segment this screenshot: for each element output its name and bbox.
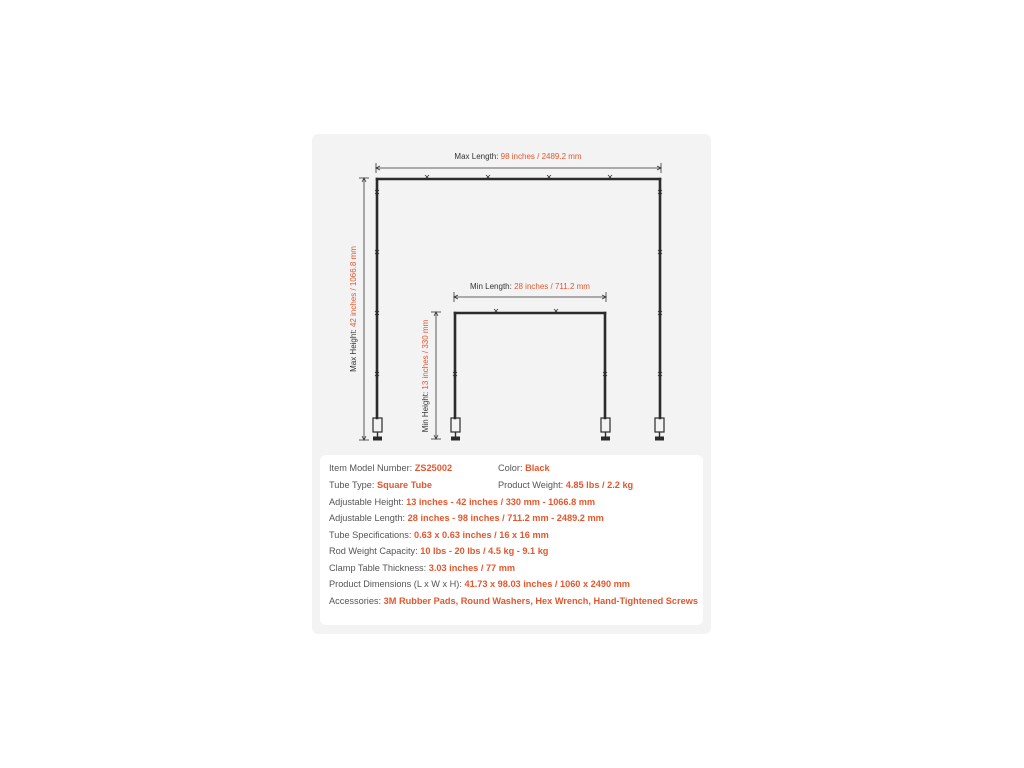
max-length-text [454,152,582,161]
spec-color-value: Black [525,463,550,473]
spec-tube-type-label: Tube Type: [329,480,378,490]
spec-adjustable-height-label: Adjustable Height: [329,497,407,507]
spec-clamp-thickness-label: Clamp Table Thickness: [329,563,429,573]
spec-adjustable-length [329,513,604,523]
spec-accessories [329,596,698,606]
max-height-value: 42 inches / 1066.8 mm [349,246,358,328]
spec-tube-specifications-label: Tube Specifications: [329,530,414,540]
max-length-dimension [376,163,661,173]
spec-tube-specifications-value: 0.63 x 0.63 inches / 16 x 16 mm [413,530,549,540]
max-length-label: Max Length: [454,152,501,161]
max-length-value: 98 inches / 2489.2 mm [500,152,582,161]
min-length-label: Min Length: [470,282,515,291]
spec-tube-specifications [329,530,549,540]
clamp-right-icon [655,418,664,440]
clamp-left-small-icon [451,418,460,440]
max-height-label: Max Height: [349,327,358,372]
min-length-dimension [454,292,606,302]
max-height-text [349,246,358,372]
spec-list [320,455,703,625]
max-frame [373,175,664,440]
spec-color [498,463,550,473]
min-height-value: 13 inches / 330 mm [421,319,430,390]
spec-color-label: Color: [498,463,526,473]
min-height-text [421,319,430,432]
frame-dimension-diagram [312,134,711,454]
spec-adjustable-height-value: 13 inches - 42 inches / 330 mm - 1066.8 mm [406,497,596,507]
spec-clamp-thickness-value: 3.03 inches / 77 mm [428,563,516,573]
clamp-right-small-icon [601,418,610,440]
spec-dimensions-label: Product Dimensions (L x W x H): [329,579,465,589]
spec-weight-value: 4.85 lbs / 2.2 kg [565,480,634,490]
spec-dimensions-value: 41.73 x 98.03 inches / 1060 x 2490 mm [464,579,630,589]
product-spec-card [312,134,711,634]
spec-model-value: ZS25002 [414,463,453,473]
spec-clamp-thickness [329,563,515,573]
spec-accessories-value: 3M Rubber Pads, Round Washers, Hex Wrench, Hand-Tightened Screws [383,596,698,606]
spec-tube-type-value: Square Tube [377,480,432,490]
spec-adjustable-length-value: 28 inches - 98 inches / 711.2 mm - 2489.2 mm [407,513,604,523]
min-height-label: Min Height: [421,389,430,433]
spec-model [329,463,452,473]
min-length-text [470,282,590,291]
spec-adjustable-length-label: Adjustable Length: [329,513,408,523]
spec-adjustable-height [329,497,595,507]
spec-rod-capacity-label: Rod Weight Capacity: [329,546,421,556]
spec-dimensions [329,579,630,589]
spec-rod-capacity [329,546,548,556]
spec-rod-capacity-value: 10 lbs - 20 lbs / 4.5 kg - 9.1 kg [420,546,549,556]
max-height-dimension [359,178,369,440]
spec-weight-label: Product Weight: [498,480,566,490]
min-frame [451,309,610,440]
clamp-left-icon [373,418,382,440]
spec-accessories-label: Accessories: [329,596,384,606]
min-length-value: 28 inches / 711.2 mm [514,282,590,291]
spec-weight [498,480,633,490]
spec-model-label: Item Model Number: [329,463,415,473]
min-height-dimension [431,312,441,439]
spec-tube-type [329,480,432,490]
